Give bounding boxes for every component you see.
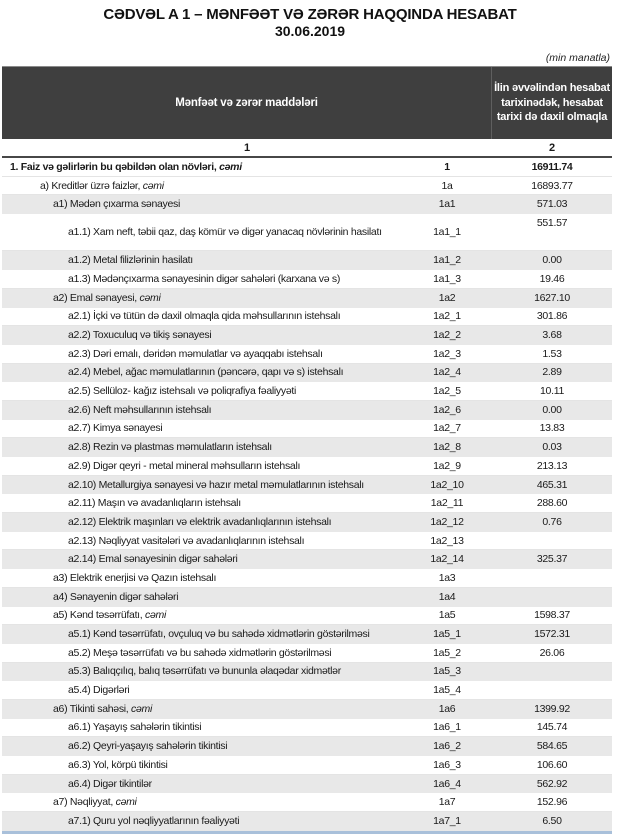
value-column-header: İlin əvvəlindən hesabat tarixinədək, hesabat tarixi də daxil olmaqla [494, 82, 610, 124]
row-value: 16893.77 [531, 179, 573, 192]
row-code: 1a2_9 [433, 459, 461, 472]
row-label: a2.7) Kimya sənayesi [68, 422, 163, 435]
table-row [2, 494, 612, 513]
table-row [2, 382, 612, 401]
table-row [2, 401, 612, 420]
row-label: a4) Sənayenin digər sahələri [53, 590, 179, 603]
row-label: a6.2) Qeyri-yaşayış sahələrin tikintisi [68, 740, 228, 753]
row-label: a5.1) Kənd təsərrüfatı, ovçuluq və bu sahədə xidmətlərin göstərilməsi [68, 628, 370, 641]
row-code: 1a6_4 [433, 777, 461, 790]
value-column-number: 2 [548, 141, 556, 154]
row-value: 562.92 [536, 777, 568, 790]
row-label: a3) Elektrik enerjisi və Qazın istehsalı [53, 571, 217, 584]
row-value: 288.60 [536, 497, 568, 510]
row-label: a6.4) Digər tikintilər [68, 777, 152, 790]
row-label: a7) Nəqliyyat, cəmi [53, 796, 137, 809]
table-row [2, 532, 612, 551]
row-label: a2.10) Metallurgiya sənayesi və hazır metal məmulatlarının istehsalı [68, 478, 364, 491]
row-value: 6.50 [542, 814, 562, 827]
table-row [2, 719, 612, 738]
row-label: a2.6) Neft məhsullarının istehsalı [68, 403, 212, 416]
table-row [2, 569, 612, 588]
row-code: 1a2_4 [433, 366, 461, 379]
table-row [2, 158, 612, 177]
row-label: 1. Faiz və gəlirlərin bu qəbildən olan növləri, cəmi [10, 160, 242, 173]
row-code: 1a6_1 [433, 721, 461, 734]
row-value: 145.74 [536, 721, 568, 734]
table-row [2, 513, 612, 532]
table-row [2, 644, 612, 663]
row-code: 1a5 [438, 609, 456, 622]
items-column-header: Mənfəət və zərər maddələri [175, 97, 318, 109]
row-label: a2.2) Toxuculuq və tikiş sənayesi [68, 329, 212, 342]
table-row [2, 289, 612, 308]
row-code: 1a2_10 [430, 478, 464, 491]
row-value: 152.96 [536, 796, 568, 809]
row-value: 106.60 [536, 758, 568, 771]
table-row [2, 756, 612, 775]
row-label: a2.5) Sellüloz- kağız istehsalı və poliqrafiya fəaliyyəti [68, 385, 297, 398]
row-code: 1a1_1 [433, 226, 461, 239]
row-code: 1a6_2 [433, 740, 461, 753]
row-label: a) Kreditlər üzrə faizlər, cəmi [40, 179, 164, 192]
row-code: 1a3 [438, 571, 456, 584]
row-value: 19.46 [539, 272, 565, 285]
row-label: a2.3) Dəri emalı, dəridən məmulatlar və ayaqqabı istehsalı [68, 347, 323, 360]
row-value: 2.89 [542, 366, 562, 379]
row-code: 1a1_2 [433, 254, 461, 267]
row-value: 1598.37 [534, 609, 570, 622]
row-value: 1399.92 [534, 702, 570, 715]
row-label: a5.4) Digərləri [68, 684, 130, 697]
row-label: a5.2) Meşə təsərrüfatı və bu sahədə xidmətlərin göstərilməsi [68, 646, 332, 659]
table-row [2, 737, 612, 756]
row-code: 1a7 [438, 796, 456, 809]
row-label: a2.4) Mebel, ağac məmulatlarının (pəncərə, qapı və s) istehsalı [68, 366, 344, 379]
table-body [2, 158, 612, 831]
row-value: 13.83 [539, 422, 565, 435]
table-row [2, 364, 612, 383]
row-label: a2.9) Digər qeyri - metal mineral məhsulların istehsalı [68, 459, 301, 472]
row-label: a6.3) Yol, körpü tikintisi [68, 758, 168, 771]
table-row [2, 812, 612, 831]
table-row [2, 270, 612, 289]
row-value: 0.03 [542, 441, 562, 454]
row-label: a1.3) Mədənçıxarma sənayesinin digər sahələri (karxana və s) [68, 272, 341, 285]
row-code: 1a2_3 [433, 347, 461, 360]
row-value: 571.03 [536, 198, 568, 211]
row-code: 1a1_3 [433, 272, 461, 285]
row-value: 1627.10 [534, 291, 570, 304]
table-row [2, 326, 612, 345]
row-label: a2.14) Emal sənayesinin digər sahələri [68, 553, 238, 566]
row-label: a1.1) Xam neft, təbii qaz, daş kömür və digər yanacaq növlərinin hasilatı [68, 226, 382, 239]
row-label: a6.1) Yaşayış sahələrin tikintisi [68, 721, 202, 734]
row-value: 301.86 [536, 310, 568, 323]
table-bottom-edge [2, 831, 612, 834]
row-label: a2.12) Elektrik maşınları və elektrik avadanlıqlarının istehsalı [68, 515, 332, 528]
row-label: a5.3) Balıqçılıq, balıq təsərrüfatı və bununla əlaqədar xidmətlər [68, 665, 341, 678]
row-value: 0.76 [542, 515, 562, 528]
row-value: 465.31 [536, 478, 568, 491]
row-label: a2.11) Maşın və avadanlıqların istehsalı [68, 497, 241, 510]
items-column-number: 1 [243, 141, 251, 154]
row-code: 1a2_11 [430, 497, 464, 510]
row-code: 1a2_7 [433, 422, 461, 435]
table-row [2, 420, 612, 439]
row-code: 1a2_5 [433, 385, 461, 398]
units-note: (min manatla) [545, 52, 610, 64]
row-value: 26.06 [539, 646, 565, 659]
table-row [2, 607, 612, 626]
table-row [2, 476, 612, 495]
row-code: 1a6 [438, 702, 456, 715]
table-row [2, 588, 612, 607]
table-row [2, 214, 612, 251]
row-label: a2) Emal sənayesi, cəmi [53, 291, 161, 304]
row-value: 1.53 [542, 347, 562, 360]
row-code: 1a2_1 [433, 310, 461, 323]
row-value: 1572.31 [534, 628, 570, 641]
row-value: 213.13 [536, 459, 568, 472]
table-row [2, 438, 612, 457]
column-number-row [2, 139, 612, 156]
row-label: a6) Tikinti sahəsi, cəmi [53, 702, 153, 715]
row-label: a2.8) Rezin və plastmas məmulatların istehsalı [68, 441, 272, 454]
table-row [2, 345, 612, 364]
table-row [2, 775, 612, 794]
row-code: 1a5_1 [433, 628, 461, 641]
row-label: a1.2) Metal filizlərinin hasilatı [68, 254, 193, 267]
row-label: a7.1) Quru yol nəqliyyatlarının fəaliyyəti [68, 814, 240, 827]
row-code: 1a5_3 [433, 665, 461, 678]
row-value: 0.00 [542, 254, 562, 267]
page-title: CƏDVƏL A 1 – MƏNFƏƏT VƏ ZƏRƏR HAQQINDA HESABAT [103, 6, 517, 23]
row-label: a1) Mədən çıxarma sənayesi [53, 198, 181, 211]
table-row [2, 457, 612, 476]
row-code: 1a2_6 [433, 403, 461, 416]
row-code: 1a1 [438, 198, 456, 211]
row-value: 3.68 [542, 329, 562, 342]
row-code: 1a5_2 [433, 646, 461, 659]
row-value: 16911.74 [531, 160, 573, 173]
row-code: 1 [444, 160, 450, 173]
report-date: 30.06.2019 [274, 23, 346, 39]
table-row [2, 177, 612, 196]
row-value: 551.57 [536, 217, 568, 230]
row-code: 1a2_12 [430, 515, 464, 528]
row-value: 10.11 [540, 385, 564, 398]
row-value: 584.65 [536, 740, 568, 753]
row-code: 1a4 [438, 590, 456, 603]
row-value: 0.00 [542, 403, 562, 416]
table-row [2, 550, 612, 569]
row-label: a2.13) Nəqliyyat vasitələri və avadanlıqlarının istehsalı [68, 534, 305, 547]
row-code: 1a2 [438, 291, 456, 304]
row-code: 1a2_13 [430, 534, 464, 547]
row-code: 1a6_3 [433, 758, 461, 771]
table-row [2, 625, 612, 644]
table-row [2, 700, 612, 719]
row-label: a5) Kənd təsərrüfatı, cəmi [53, 609, 167, 622]
table-header [2, 66, 612, 139]
row-code: 1a2_2 [433, 329, 461, 342]
row-value: 325.37 [536, 553, 568, 566]
table-row [2, 793, 612, 812]
table-row [2, 251, 612, 270]
table-row [2, 681, 612, 700]
table-row [2, 663, 612, 682]
row-label: a2.1) İçki və tütün də daxil olmaqla qida məhsullarının istehsalı [68, 310, 341, 323]
table-row [2, 195, 612, 214]
profit-loss-table [2, 66, 612, 831]
row-code: 1a [441, 179, 453, 192]
row-code: 1a2_14 [430, 553, 464, 566]
row-code: 1a7_1 [433, 814, 461, 827]
row-code: 1a2_8 [433, 441, 461, 454]
table-row [2, 308, 612, 327]
row-code: 1a5_4 [433, 684, 461, 697]
